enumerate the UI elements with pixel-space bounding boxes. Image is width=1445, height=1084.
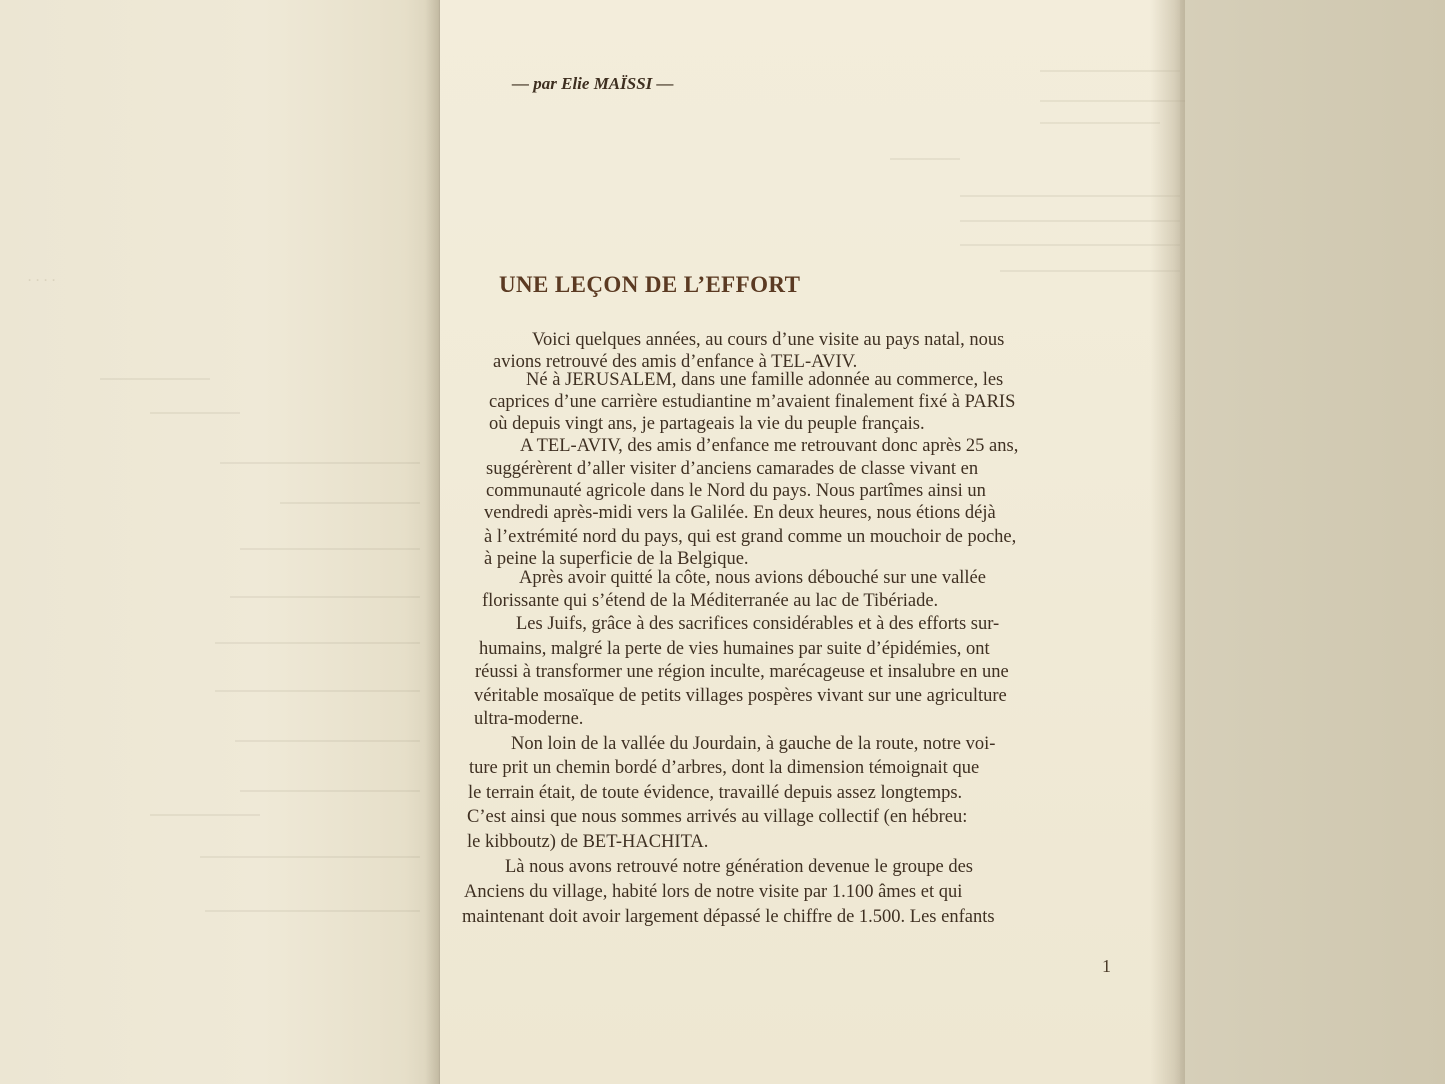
text-line: florissante qui s’étend de la Méditerranée au lac de Tibériade. <box>482 591 939 611</box>
text-line: où depuis vingt ans, je partageais la vie du peuple français. <box>489 414 925 434</box>
text-line: à peine la superficie de la Belgique. <box>484 549 749 569</box>
ghost-line <box>220 462 420 464</box>
ghost-line <box>240 790 420 792</box>
text-line: Les Juifs, grâce à des sacrifices considérables et à des efforts sur- <box>516 614 1000 634</box>
ghost-line <box>235 740 420 742</box>
ghost-line <box>215 642 420 644</box>
ghost-line <box>150 412 240 414</box>
text-line: caprices d’une carrière estudiantine m’avaient finalement fixé à PARIS <box>489 392 1016 412</box>
ghost-text: . . . . <box>28 268 56 285</box>
text-line: suggérèrent d’aller visiter d’anciens camarades de classe vivant en <box>486 459 979 479</box>
text-line: communauté agricole dans le Nord du pays. Nous partîmes ainsi un <box>486 481 986 501</box>
ghost-line <box>215 690 420 692</box>
text-line: humains, malgré la perte de vies humaines par suite d’épidémies, ont <box>479 639 990 659</box>
text-line: vendredi après-midi vers la Galilée. En deux heures, nous étions déjà <box>484 503 996 523</box>
page-number: 1 <box>1102 956 1111 976</box>
text-line: Anciens du village, habité lors de notre visite par 1.100 âmes et qui <box>464 882 963 902</box>
text-line: Non loin de la vallée du Jourdain, à gauche de la route, notre voi- <box>511 734 996 754</box>
text-line: A TEL-AVIV, des amis d’enfance me retrouvant donc après 25 ans, <box>520 436 1019 456</box>
ghost-line <box>280 502 420 504</box>
text-line: maintenant doit avoir largement dépassé le chiffre de 1.500. Les enfants <box>462 907 995 927</box>
text-line: ture prit un chemin bordé d’arbres, dont la dimension témoignait que <box>469 758 980 778</box>
ghost-line <box>1040 122 1160 124</box>
ghost-line <box>200 856 420 858</box>
text-line: véritable mosaïque de petits villages pospères vivant sur une agriculture <box>474 686 1007 706</box>
text-line: ultra-moderne. <box>474 709 584 729</box>
ghost-line <box>240 548 420 550</box>
article-title: UNE LEÇON DE L’EFFORT <box>499 272 801 297</box>
text-line: le terrain était, de toute évidence, travaillé depuis assez longtemps. <box>468 783 963 803</box>
left-page <box>0 0 440 1084</box>
background-paper <box>1185 0 1445 1084</box>
ghost-line <box>890 158 960 160</box>
text-line: Là nous avons retrouvé notre génération devenue le groupe des <box>505 857 973 877</box>
text-line: C’est ainsi que nous sommes arrivés au village collectif (en hébreu: <box>467 807 968 827</box>
article-byline: — par Elie MAÏSSI — <box>512 74 674 93</box>
text-line: Voici quelques années, au cours d’une visite au pays natal, nous <box>532 330 1005 350</box>
ghost-line <box>230 596 420 598</box>
text-line: le kibboutz) de BET-HACHITA. <box>467 832 709 852</box>
ghost-line <box>960 244 1180 246</box>
ghost-line <box>960 195 1180 197</box>
text-line: Après avoir quitté la côte, nous avions débouché sur une vallée <box>519 568 986 588</box>
text-line: à l’extrémité nord du pays, qui est grand comme un mouchoir de poche, <box>484 527 1017 547</box>
ghost-line <box>100 378 210 380</box>
text-line: Né à JERUSALEM, dans une famille adonnée au commerce, les <box>526 370 1004 390</box>
page-edge-shadow <box>1150 0 1190 1084</box>
text-line: réussi à transformer une région inculte, marécageuse et insalubre en une <box>475 662 1009 682</box>
ghost-line <box>150 814 260 816</box>
ghost-line <box>205 910 420 912</box>
text-line: avions retrouvé des amis d’enfance à TEL-AVIV. <box>493 352 858 372</box>
ghost-line <box>960 220 1180 222</box>
